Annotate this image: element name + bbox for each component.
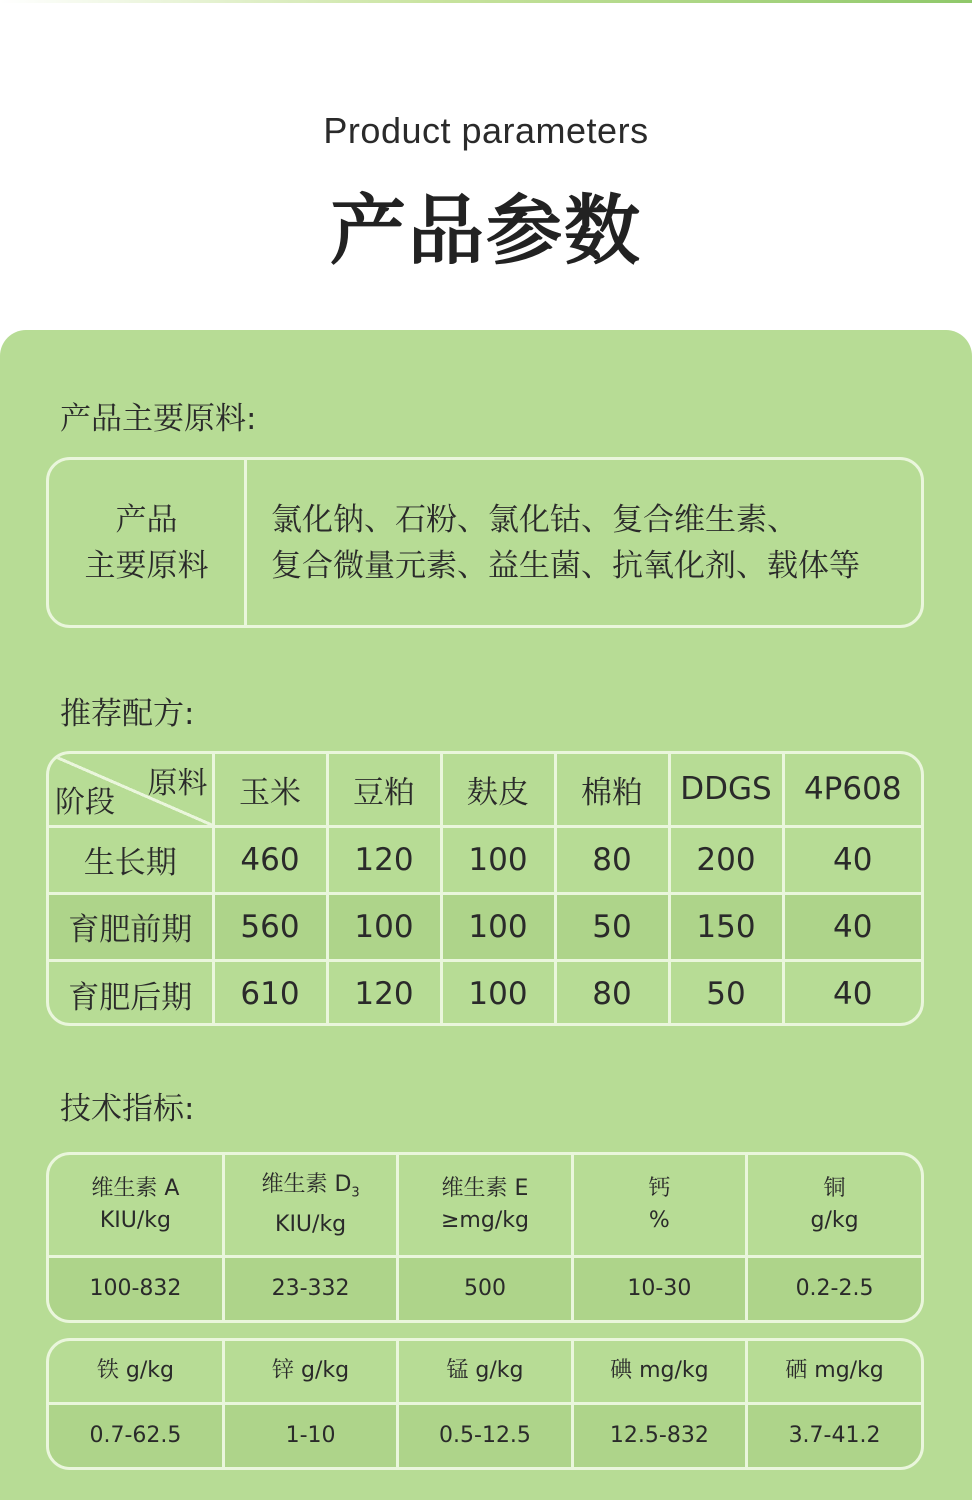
- tech-header-cell: [572, 1155, 746, 1256]
- column-header: 玉米: [213, 754, 327, 826]
- raw-materials-box: [46, 457, 924, 628]
- stage-cell: 育肥后期: [49, 960, 213, 1026]
- tech-header-name: 维生素 E: [441, 1175, 529, 1201]
- tech-header-unit: KIU/kg: [275, 1211, 347, 1237]
- tech-value-cell: 500: [398, 1256, 572, 1320]
- tech-header-unit: g/kg: [810, 1207, 859, 1233]
- tech-header-unit: %: [648, 1207, 670, 1233]
- tech-table-2-box: [46, 1338, 924, 1470]
- tech-header-row: [49, 1155, 921, 1256]
- value-cell: 50: [669, 960, 783, 1026]
- column-header: 豆粕: [327, 754, 441, 826]
- tech-table-1: [49, 1155, 921, 1320]
- tech-table-2: [49, 1341, 921, 1467]
- column-header: 棉粕: [555, 754, 669, 826]
- raw-materials-content: [247, 460, 921, 625]
- formula-header-row: [49, 754, 921, 826]
- table-row: [49, 960, 921, 1026]
- top-accent-line: [0, 0, 972, 3]
- column-header: DDGS: [669, 754, 783, 826]
- value-cell: 40: [783, 826, 921, 893]
- tech-header-name: 维生素 A: [91, 1175, 180, 1201]
- tech-header-name: 维生素 D: [261, 1171, 352, 1197]
- value-cell: 100: [441, 826, 555, 893]
- value-cell: 40: [783, 960, 921, 1026]
- tech-header-unit: ≥mg/kg: [441, 1207, 529, 1233]
- value-cell: 100: [441, 960, 555, 1026]
- tech-label: 技术指标:: [60, 1091, 195, 1127]
- value-cell: 610: [213, 960, 327, 1026]
- formula-table: [49, 754, 921, 1026]
- formula-label: 推荐配方:: [60, 696, 195, 732]
- tech-value-cell: 3.7-41.2: [747, 1403, 921, 1467]
- tech-value-cell: 0.7-62.5: [49, 1403, 223, 1467]
- value-cell: 100: [441, 893, 555, 960]
- corner-ingredient-label: 原料: [147, 766, 208, 801]
- value-cell: 460: [213, 826, 327, 893]
- value-cell: 560: [213, 893, 327, 960]
- tech-header-row: [49, 1341, 921, 1403]
- value-cell: 40: [783, 893, 921, 960]
- value-cell: 100: [327, 893, 441, 960]
- table-row: [49, 826, 921, 893]
- value-cell: 200: [669, 826, 783, 893]
- tech-header-cell: [398, 1155, 572, 1256]
- tech-value-cell: 1-10: [223, 1403, 397, 1467]
- column-header: 4P608: [783, 754, 921, 826]
- tech-header-cell: 碘 mg/kg: [572, 1341, 746, 1403]
- value-cell: 120: [327, 960, 441, 1026]
- tech-value-cell: 0.2-2.5: [747, 1256, 921, 1320]
- tech-header-cell: 锰 g/kg: [398, 1341, 572, 1403]
- tech-header-name: 铜: [823, 1175, 846, 1201]
- raw-content-line2: 复合微量元素、益生菌、抗氧化剂、载体等: [271, 547, 860, 584]
- page-title: 产品参数: [330, 186, 642, 275]
- formula-table-box: [46, 751, 924, 1026]
- tech-table-1-box: [46, 1152, 924, 1323]
- raw-content-line1: 氯化钠、石粉、氯化钴、复合维生素、: [271, 501, 798, 538]
- value-cell: 50: [555, 893, 669, 960]
- corner-stage-label: 阶段: [55, 784, 115, 820]
- stage-cell: 生长期: [49, 826, 213, 893]
- stage-cell: 育肥前期: [49, 893, 213, 960]
- page-subtitle: Product parameters: [323, 110, 649, 151]
- value-cell: 120: [327, 826, 441, 893]
- tech-header-name: 钙: [648, 1175, 671, 1201]
- tech-header-subscript: 3: [351, 1184, 360, 1200]
- value-cell: 150: [669, 893, 783, 960]
- raw-materials-label: 产品主要原料:: [60, 401, 257, 437]
- tech-header-cell: [747, 1155, 921, 1256]
- formula-corner-cell: [49, 754, 213, 826]
- table-row: [49, 893, 921, 960]
- tech-header-cell: 硒 mg/kg: [747, 1341, 921, 1403]
- value-cell: 80: [555, 960, 669, 1026]
- tech-header-unit: KIU/kg: [99, 1207, 172, 1233]
- raw-label-line2: 主要原料: [84, 547, 209, 584]
- tech-header-cell: [223, 1155, 397, 1256]
- tech-value-cell: 0.5-12.5: [398, 1403, 572, 1467]
- tech-value-cell: 23-332: [223, 1256, 397, 1320]
- value-cell: 80: [555, 826, 669, 893]
- tech-header-cell: 铁 g/kg: [49, 1341, 223, 1403]
- column-header: 麸皮: [441, 754, 555, 826]
- tech-value-row: [49, 1256, 921, 1320]
- tech-value-cell: 12.5-832: [572, 1403, 746, 1467]
- tech-header-cell: 锌 g/kg: [223, 1341, 397, 1403]
- raw-materials-cell-label: [49, 460, 247, 625]
- raw-label-line1: 产品: [115, 501, 178, 538]
- tech-value-row: [49, 1403, 921, 1467]
- tech-value-cell: 10-30: [572, 1256, 746, 1320]
- tech-header-cell: [49, 1155, 223, 1256]
- tech-value-cell: 100-832: [49, 1256, 223, 1320]
